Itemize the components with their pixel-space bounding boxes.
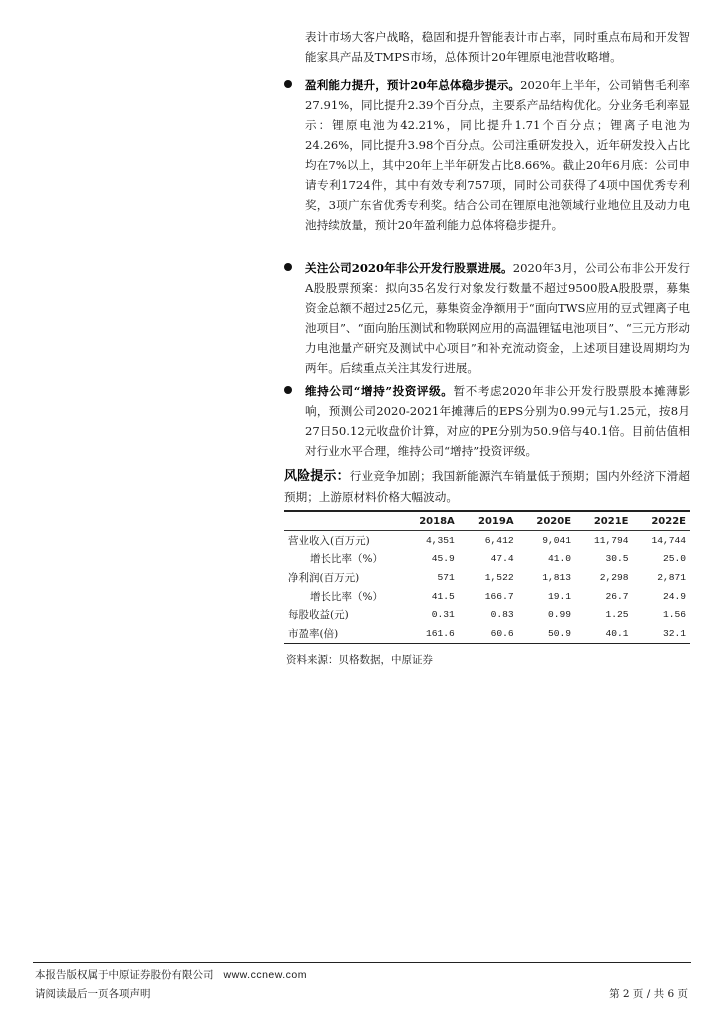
table-cell: 19.1	[548, 590, 572, 602]
table-cell: 11,794	[593, 534, 629, 546]
table-cell: 60.6	[459, 624, 518, 643]
risk-title: 风险提示：	[284, 469, 350, 484]
bullet-body: 2020年上半年，公司销售毛利率27.91%，同比提升2.39个百分点，主要系产品结构优化。分业务毛利率显示：锂原电池为42.21%，同比提升1.71个百分点；锂离子电池为24.26%，同比提升3.98个百分点。公司注重研发投入，近年研发投入占比均在7%以上，其中20年上半年研发占比8.66%。截止20年6月底：公司申请专利1724件，其中有效专利757项，同时公司获得了4项中国优秀专利奖，3项广东省优秀专利奖。结合公司在锂原电池领域行业地位且及动力电池持续放量，预计20年盈利能力总体将稳步提升。	[305, 78, 690, 232]
bullet-dot-icon	[284, 386, 292, 394]
table-header-cell: 2020E	[518, 511, 575, 531]
table-body	[284, 531, 690, 644]
table-cell: 45.9	[431, 553, 455, 565]
bullet-dot-icon	[284, 80, 292, 88]
table-cell: 1,813	[542, 571, 572, 583]
table-cell: 2,871	[657, 571, 686, 583]
risk-body: 行业竞争加剧；我国新能源汽车销量低于预期；国内外经济下滑超预期；上游原材料价格大幅波动。	[284, 469, 690, 504]
row-label: 净利润(百万元)	[288, 571, 360, 584]
table-cell: 161.6	[400, 624, 459, 643]
intro-paragraph: 表计市场大客户战略，稳固和提升智能表计市占率，同时重点布局和开发智能家具产品及TMPS市场，总体预计20年锂原电池营收略增。	[305, 30, 690, 64]
row-label: 每股收益(元)	[288, 609, 349, 622]
bullet-rating	[284, 381, 690, 461]
bullet-text	[305, 258, 690, 378]
table-row	[284, 605, 690, 624]
table-cell: 166.7	[484, 590, 514, 602]
table-cell: 26.7	[605, 590, 629, 602]
table-cell: 0.83	[490, 609, 514, 621]
row-label: 增长比率（%）	[310, 553, 383, 566]
bullet-title: 维持公司“增持”投资评级。	[305, 384, 454, 398]
table-cell: 41.0	[548, 553, 572, 565]
table-cell: 24.9	[662, 590, 686, 602]
table-row	[284, 568, 690, 587]
table-cell: 32.1	[633, 624, 691, 643]
table-cell: 1.56	[662, 609, 686, 621]
table-header-cell: 2018A	[400, 511, 459, 531]
footer-copyright: 本报告版权属于中原证券股份有限公司	[35, 969, 214, 981]
table-header-cell: 2019A	[459, 511, 518, 531]
bullet-text	[305, 75, 690, 235]
table-cell: 4,351	[426, 534, 455, 546]
row-label: 营业收入(百万元)	[288, 534, 370, 547]
footer-url-link[interactable]: www.ccnew.com	[223, 969, 308, 981]
table-row	[284, 587, 690, 606]
table-cell: 25.0	[662, 553, 686, 565]
risk-warning	[284, 466, 690, 507]
table-cell: 40.1	[575, 624, 632, 643]
table-cell: 41.5	[431, 590, 455, 602]
row-label: 增长比率（%）	[310, 590, 383, 603]
table-cell: 571	[437, 571, 455, 583]
table-cell: 47.4	[490, 553, 514, 565]
footer-disclaimer: 请阅读最后一页各项声明	[35, 988, 151, 1000]
bullet-stock-issuance	[284, 258, 690, 378]
forecast-table	[284, 510, 690, 644]
table-cell: 50.9	[518, 624, 575, 643]
bullet-body: 2020年3月，公司公布非公开发行A股股票预案：拟向35名发行对象发行数量不超过9500股A股股票，募集资金总额不超过25亿元，募集资金净额用于“面向TWS应用的豆式锂离子电池项目”、“面向胎压测试和物联网应用的高温锂锰电池项目”、“三元方形动力电池量产研究及测试中心项目”和补充流动资金，上述项目建设周期均为两年。后续重点关注其发行进展。	[305, 261, 690, 375]
table-cell: 1,522	[484, 571, 514, 583]
bullet-title: 盈利能力提升，预计20年总体稳步提示。	[305, 78, 521, 92]
table-row	[284, 531, 690, 550]
table-header-cell: 2021E	[575, 511, 632, 531]
bullet-title: 关注公司2020年非公开发行股票进展。	[305, 261, 513, 275]
footer-divider	[33, 962, 691, 963]
page-number: 第 2 页 / 共 6 页	[609, 988, 688, 1000]
table-cell: 0.99	[548, 609, 572, 621]
table-row	[284, 624, 690, 643]
bullet-profitability	[284, 75, 690, 235]
row-label: 市盈率(倍)	[284, 624, 400, 643]
bullet-body: 暂不考虑2020年非公开发行股票股本摊薄影响，预测公司2020-2021年摊薄后的EPS分别为0.99元与1.25元，按8月27日50.12元收盘价计算，对应的PE分别为50.9倍与40.1倍。目前估值相对行业水平合理，维持公司“增持”投资评级。	[305, 384, 690, 458]
table-header-row	[284, 511, 690, 531]
source-note: 资料来源：贝格数据，中原证券	[286, 654, 433, 666]
table-cell: 6,412	[484, 534, 514, 546]
table-cell: 30.5	[605, 553, 629, 565]
table-cell: 14,744	[651, 534, 686, 546]
table-header-cell: 2022E	[633, 511, 691, 531]
table-cell: 1.25	[605, 609, 629, 621]
bullet-dot-icon	[284, 263, 292, 271]
bullet-text	[305, 381, 690, 461]
table-row	[284, 550, 690, 569]
table-cell: 9,041	[542, 534, 572, 546]
table-cell: 0.31	[431, 609, 455, 621]
table-cell: 2,298	[599, 571, 629, 583]
table-header-cell	[284, 511, 400, 531]
footer-copyright-line	[35, 967, 307, 982]
